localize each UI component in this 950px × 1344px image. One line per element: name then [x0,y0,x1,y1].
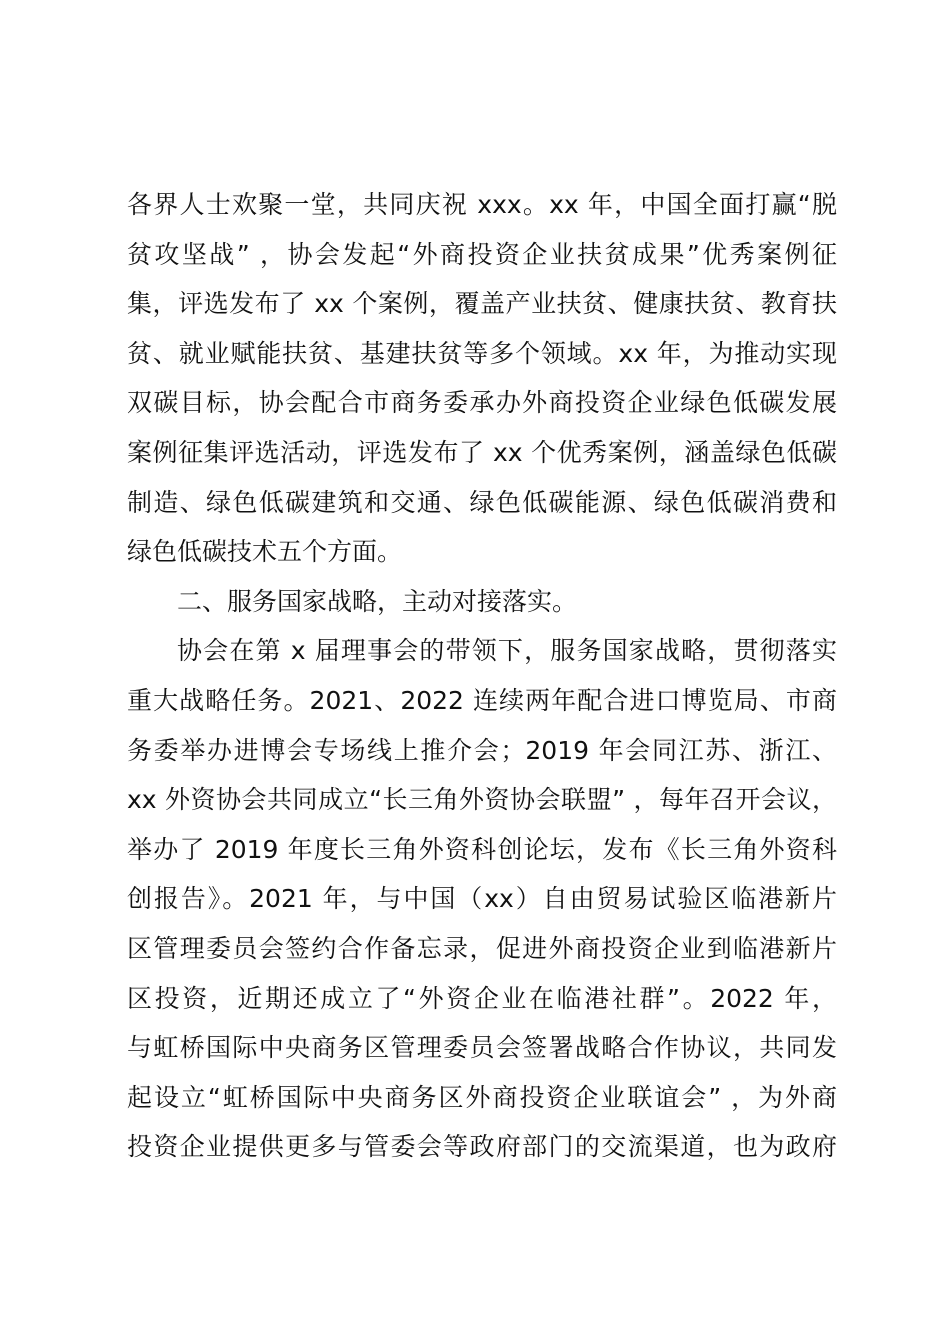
text-line: 投资企业提供更多与管委会等政府部门的交流渠道，也为政府 [127,1132,837,1162]
text-line: 举办了 2019 年度长三角外资科创论坛，发布《长三角外资科 [127,834,837,864]
paragraph-poverty-and-carbon [127,180,837,577]
text-line: 案例征集评选活动，评选发布了 xx 个优秀案例，涵盖绿色低碳 [127,437,837,467]
text-line: 创报告》。2021 年，与中国（xx）自由贸易试验区临港新片 [127,884,837,914]
text-line: 协会在第 x 届理事会的带领下，服务国家战略，贯彻落实 [177,636,837,666]
text-line: 与虹桥国际中央商务区管理委员会签署战略合作协议，共同发 [127,1033,837,1063]
text-line: 双碳目标，协会配合市商务委承办外商投资企业绿色低碳发展 [127,388,837,418]
text-line: 重大战略任务。2021、2022 连续两年配合进口博览局、市商 [127,685,837,715]
section-heading-text: 二、服务国家战略，主动对接落实。 [177,586,578,616]
text-line: 务委举办进博会专场线上推介会；2019 年会同江苏、浙江、 [127,735,837,765]
document-body [127,180,837,1172]
text-line: 各界人士欢聚一堂，共同庆祝 xxx。xx 年，中国全面打赢“脱 [127,190,837,219]
text-line: 贫攻坚战” ，协会发起“外商投资企业扶贫成果”优秀案例征 [127,239,837,269]
text-line: 绿色低碳技术五个方面。 [127,537,403,567]
text-line: 区投资，近期还成立了“外资企业在临港社群”。2022 年， [127,983,837,1013]
paragraph-national-strategy [127,626,837,1172]
section-heading [127,577,837,627]
text-line: 贫、就业赋能扶贫、基建扶贫等多个领域。xx 年，为推动实现 [127,338,837,368]
text-line: 制造、绿色低碳建筑和交通、绿色低碳能源、绿色低碳消费和 [127,487,837,517]
text-line: 起设立“虹桥国际中央商务区外商投资企业联谊会” ，为外商 [127,1082,837,1112]
text-line: 区管理委员会签约合作备忘录，促进外商投资企业到临港新片 [127,933,837,963]
text-line: 集，评选发布了 xx 个案例，覆盖产业扶贫、健康扶贫、教育扶 [127,289,837,319]
text-line: xx 外资协会共同成立“长三角外资协会联盟” ，每年召开会议， [127,785,837,815]
